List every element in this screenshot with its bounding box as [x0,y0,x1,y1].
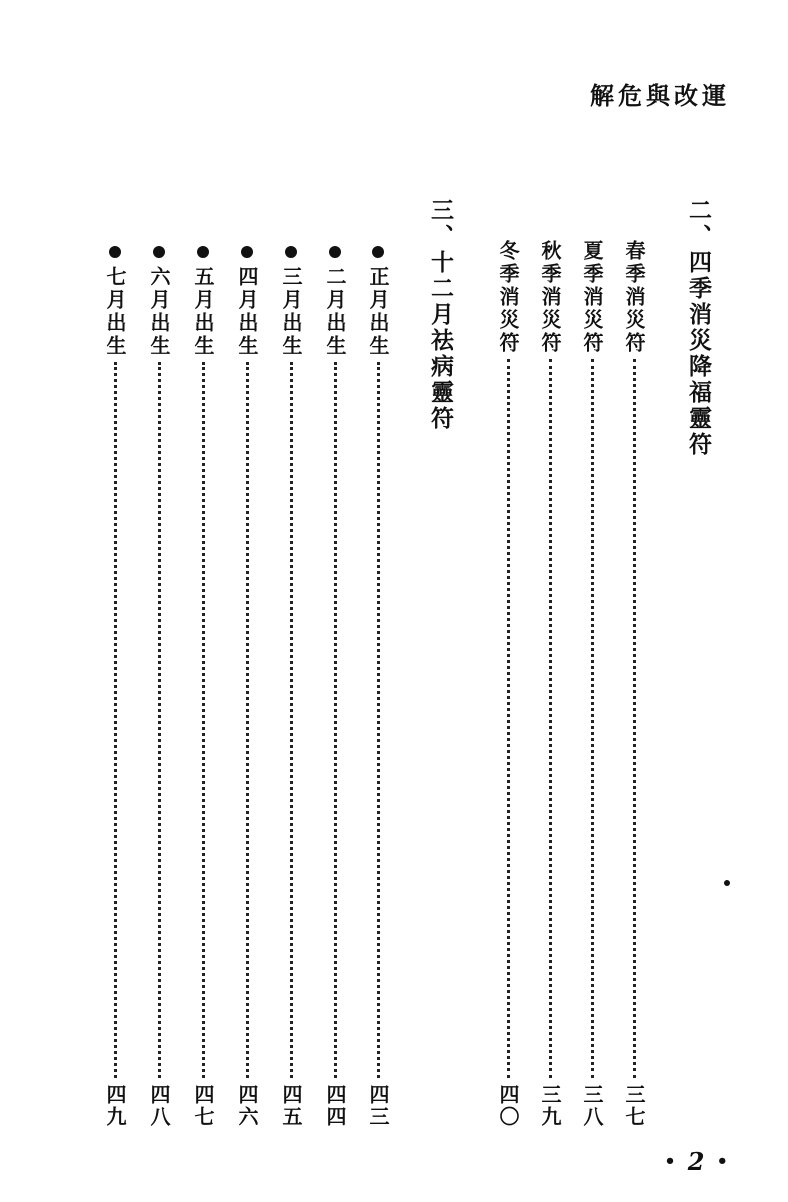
toc-entry-title: 秋季消災符 [538,240,562,355]
bullet-icon [329,246,341,258]
toc-entry-title: 四月出生 [235,266,259,358]
section-heading-months: 三、十二月祛病靈符 [427,198,454,432]
toc-entry-summer[interactable] [578,240,606,1128]
toc-entry-month-1[interactable] [364,244,392,1128]
toc-page-number: 四〇 [496,1084,520,1128]
dot-leader [114,362,117,1078]
toc-entry-title: 春季消災符 [622,240,646,355]
toc-page-number: 三七 [622,1084,646,1128]
running-title: 解危與改運 [590,81,730,110]
toc-entry-month-4[interactable] [233,244,261,1128]
toc-page-number: 四三 [366,1084,390,1128]
toc-page-number: 四六 [235,1084,259,1128]
toc-entry-month-3[interactable] [277,244,305,1128]
dot-leader [549,359,552,1078]
toc-page-number: 三九 [538,1084,562,1128]
toc-entry-month-7[interactable] [101,244,129,1128]
bullet-icon [197,246,209,258]
dot-leader [246,362,249,1078]
toc-page-number: 四四 [323,1084,347,1128]
page-folio [664,1147,728,1176]
bullet-icon [153,246,165,258]
dot-leader [202,362,205,1078]
toc-entry-month-6[interactable] [145,244,173,1128]
toc-entry-title: 六月出生 [147,266,171,358]
bullet-icon [109,246,121,258]
dot-leader [591,359,594,1078]
toc-page-number: 四五 [279,1084,303,1128]
folio-dot-icon: • [716,1151,728,1172]
toc-entry-month-5[interactable] [189,244,217,1128]
toc-entry-title: 夏季消災符 [580,240,604,355]
toc-entry-title: 五月出生 [191,266,215,358]
toc-entry-title: 七月出生 [103,266,127,358]
dot-leader [290,362,293,1078]
ink-dot [724,880,730,886]
folio-number: 2 [687,1147,705,1176]
toc-page-number: 四九 [103,1084,127,1128]
toc-entry-title: 三月出生 [279,266,303,358]
bullet-icon [285,246,297,258]
dot-leader [377,362,380,1078]
dot-leader [158,362,161,1078]
toc-page-number: 四八 [147,1084,171,1128]
toc-entry-spring[interactable] [620,240,648,1128]
toc-page-number: 四七 [191,1084,215,1128]
bullet-icon [241,246,253,258]
folio-dot-icon: • [664,1151,676,1172]
dot-leader [334,362,337,1078]
toc-entry-month-2[interactable] [321,244,349,1128]
toc-entry-title: 冬季消災符 [496,240,520,355]
toc-entry-autumn[interactable] [536,240,564,1128]
bullet-icon [372,246,384,258]
section-heading-seasons: 二、四季消災降福靈符 [685,198,712,458]
toc-entry-winter[interactable] [494,240,522,1128]
dot-leader [507,359,510,1078]
dot-leader [633,359,636,1078]
toc-page-number: 三八 [580,1084,604,1128]
toc-entry-title: 二月出生 [323,266,347,358]
toc-entry-title: 正月出生 [366,266,390,358]
